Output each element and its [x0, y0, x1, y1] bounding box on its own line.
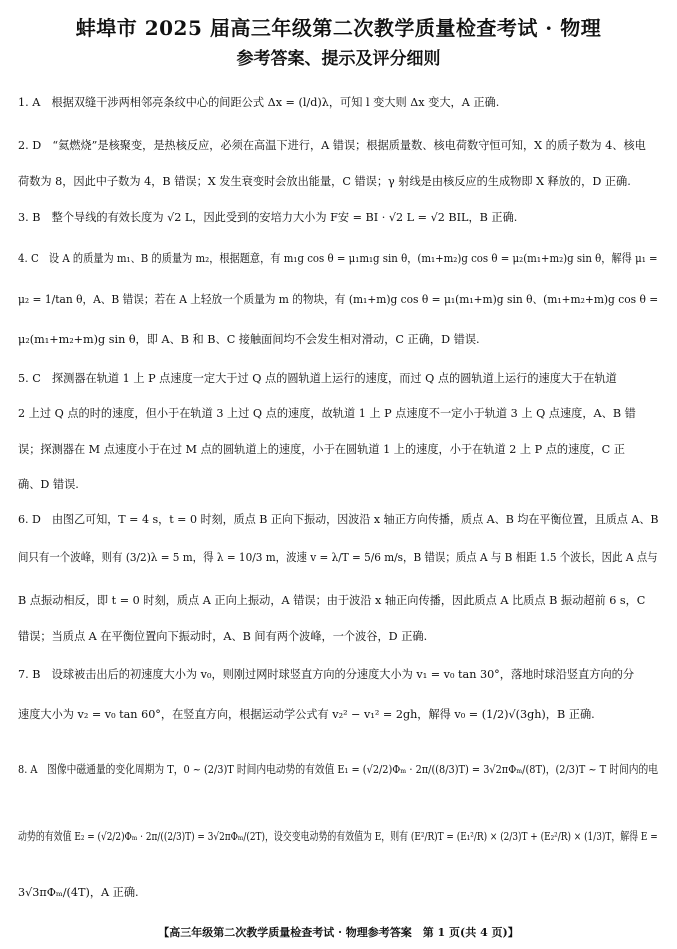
page-title: 蚌埠市 2025 届高三年级第二次教学质量检查考试 · 物理: [75, 16, 602, 40]
answer-line: 间只有一个波峰，则有 (3/2)λ = 5 m，得 λ = 10/3 m，波速 v = λ/T = 5/6 m/s，B 错误；质点 A 与 B 相距 1.5 个波长，因此 A 点与: [18, 551, 658, 564]
answer-line: 7. B 设球被击出后的初速度大小为 v₀，则刚过网时球竖直方向的分速度大小为 v₁ = v₀ tan 30°，落地时球沿竖直方向的分: [18, 668, 635, 681]
answer-line: 8. A 图像中磁通量的变化周期为 T，0 ~ (2/3)T 时间内电动势的有效值 E₁ = (√2/2)Φₘ · 2π/((8/3)T) = 3√2πΦₘ/(8T)，(2/3)T ~ T 时间内的电: [18, 763, 658, 776]
answer-line: 误；探测器在 M 点速度小于在过 M 点的圆轨道上的速度，小于在圆轨道 1 上的速度，小于在轨道 2 上 P 点的速度，C 正: [18, 443, 625, 456]
answer-line: 6. D 由图乙可知，T = 4 s，t = 0 时刻，质点 B 正向下振动，因波沿 x 轴正方向传播，质点 A、B 均在平衡位置，且质点 A、B: [18, 513, 659, 526]
answer-line: 荷数为 8，因此中子数为 4，B 错误；X 发生衰变时会放出能量，C 错误；γ 射线是由核反应的生成物即 X 释放的，D 正确.: [18, 175, 631, 188]
answer-line: 动势的有效值 E₂ = (√2/2)Φₘ · 2π/((2/3)T) = 3√2πΦₘ/(2T)，设交变电动势的有效值为 E，则有 (E²/R)T = (E₁²/R) × (2/3)T + (E₂²/R) × (1/3)T，解得 E =: [18, 830, 658, 843]
answer-line: μ₂ = 1/tan θ，A、B 错误；若在 A 上轻放一个质量为 m 的物块，有 (m₁+m)g cos θ = μ₁(m₁+m)g sin θ、(m₁+m₂+m)g cos θ =: [18, 293, 659, 306]
answer-line: 5. C 探测器在轨道 1 上 P 点速度一定大于过 Q 点的圆轨道上运行的速度，而过 Q 点的圆轨道上运行的速度大于在轨道: [18, 372, 617, 385]
answer-line: B 点振动相反，即 t = 0 时刻，质点 A 正向上振动，A 错误；由于波沿 x 轴正向传播，因此质点 A 比质点 B 振动超前 6 s，C: [18, 594, 646, 607]
answer-line: 2. D “氦燃烧”是核聚变，是热核反应，必须在高温下进行，A 错误；根据质量数、核电荷数守恒可知，X 的质子数为 4、核电: [18, 139, 646, 152]
answer-line: 速度大小为 v₂ = v₀ tan 60°，在竖直方向，根据运动学公式有 v₂² − v₁² = 2gh，解得 v₀ = (1/2)√(3gh)，B 正确.: [18, 708, 595, 721]
answer-line: 2 上过 Q 点的时的速度，但小于在轨道 3 上过 Q 点的速度，故轨道 1 上 P 点速度不一定小于轨道 3 上 Q 点速度，A、B 错: [18, 407, 636, 420]
answer-line: 3. B 整个导线的有效长度为 √2 L，因此受到的安培力大小为 F安 = BI · √2 L = √2 BIL，B 正确.: [18, 211, 518, 224]
answer-line: 错误；当质点 A 在平衡位置向下振动时，A、B 间有两个波峰，一个波谷，D 正确.: [18, 630, 428, 643]
answer-line: 3√3πΦₘ/(4T)，A 正确.: [18, 886, 139, 899]
answer-line: μ₂(m₁+m₂+m)g sin θ，即 A、B 和 B、C 接触面间均不会发生相对滑动，C 正确，D 错误.: [18, 333, 480, 346]
answer-line: 确、D 错误.: [18, 478, 79, 491]
answer-line: 1. A 根据双缝干涉两相邻亮条纹中心的间距公式 Δx = (l/d)λ，可知 l 变大则 Δx 变大，A 正确.: [18, 96, 500, 109]
answer-line: 4. C 设 A 的质量为 m₁、B 的质量为 m₂，根据题意，有 m₁g cos θ = μ₁m₁g sin θ，(m₁+m₂)g cos θ = μ₂(m₁+m₂)g sin θ，解得 μ₁ =: [18, 252, 658, 265]
page-footer: 【高三年级第二次教学质量检查考试 · 物理参考答案 第 1 页(共 4 页)】: [158, 926, 519, 939]
page-subtitle: 参考答案、提示及评分细则: [236, 49, 441, 69]
